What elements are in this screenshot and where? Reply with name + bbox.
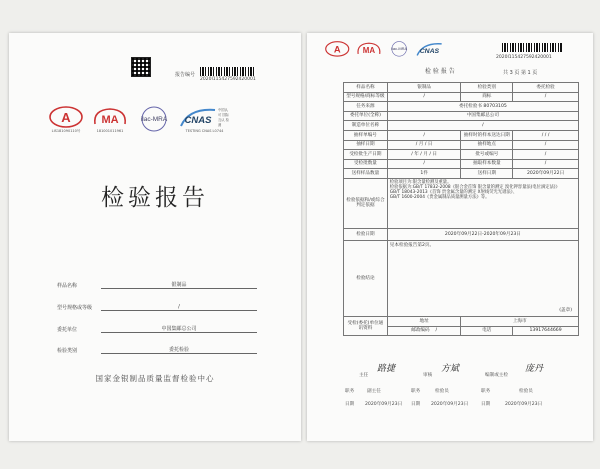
date-label-1: 日期: [345, 402, 355, 407]
table-row: 抽样日期 / 月 / 日 抽样地点 /: [344, 140, 579, 150]
cover-page: [9, 33, 301, 441]
cal-logo: A LIS181090110号: [49, 106, 83, 134]
sign-date-2: 2020年09月23日: [431, 402, 469, 407]
cma-logo-small: [355, 41, 382, 57]
report-title: 检验报告: [101, 185, 209, 211]
sign-header-reviewer: 审核: [423, 373, 433, 378]
page-info: 共 3 页 第 1 页: [503, 70, 538, 76]
table-row: 制造单位名称 /: [344, 121, 579, 131]
cover-report-no: 2020I115427592420001: [200, 77, 256, 82]
table-row: 抽样单编号 / 抽样时的样本送达日期 / / /: [344, 130, 579, 140]
table-row: 邮政编码 / 电话 13917644669: [344, 326, 579, 336]
field-client: 委托单位 中国集邮总公司: [57, 321, 257, 335]
report-table: [343, 82, 579, 336]
report-page: [307, 33, 593, 441]
svg-text:A: A: [61, 110, 71, 125]
field-inspection-type: 检验类别 委托检验: [57, 342, 257, 356]
svg-text:ilac-MRA: ilac-MRA: [140, 116, 168, 123]
signature-author: 庞丹: [525, 364, 544, 374]
duty-label-3: 职务: [481, 389, 491, 394]
svg-text:A: A: [333, 44, 341, 55]
table-row: 检验依据和/或综合判定依据 检验项目为:银含量检测及重量。 检验依据为:GB/T 17832-2008《银合金首饰 银含量的测定 溴化钾容量法(电位滴定法)》 GB/T 18043-2013《首饰 贵金属含量的测定 X射线荧光光谱法》、 GB/T 1600-2004《贵金属制品质量测量方法》等。: [344, 178, 579, 228]
table-row: 检验结论 见本检验报告第2页。 (盖章): [344, 240, 579, 316]
report-heading: 检 验 报 告: [425, 68, 455, 75]
cnas-logo: CNAS 中国认可 国际互认 检测 TESTING CNAS L0744: [179, 106, 230, 133]
table-row: 任务来源 委托检验书 80703105: [344, 102, 579, 112]
table-row: 型号规格/商标等级 / 商标 /: [344, 92, 579, 102]
field-sample-name: 样品名称 银制品: [57, 277, 257, 291]
table-row: 受检批数量 / 抽取样本数量 /: [344, 159, 579, 169]
accreditation-logos: [49, 106, 238, 134]
issuer-name: 国家金银制品质量监督检验中心: [95, 374, 215, 383]
svg-text:CNAS: CNAS: [419, 48, 440, 56]
svg-text:MA: MA: [101, 114, 119, 126]
date-label-3: 日期: [481, 402, 491, 407]
table-row: 检验日期 2020年09月22日-2020年09月23日: [344, 228, 579, 240]
cal-logo-small: [325, 41, 349, 57]
signature-reviewer: 方斌: [441, 364, 460, 374]
qr-code: [131, 57, 151, 77]
report-no: 2020I115427592420001: [496, 55, 552, 60]
barcode: [200, 67, 256, 76]
ilac-mra-logo: [137, 106, 171, 132]
ilac-mra-logo-small: [388, 41, 410, 57]
table-row: 委托单位(全称) 中国集邮总公司: [344, 111, 579, 121]
duty-reviewer: 检验员: [435, 389, 449, 394]
field-model: 型号规格或等级 /: [57, 299, 257, 313]
date-label-2: 日期: [411, 402, 421, 407]
sign-date-3: 2020年09月23日: [505, 402, 543, 407]
duty-label-1: 职务: [345, 389, 355, 394]
sign-header-director: 主任: [359, 373, 369, 378]
table-row: 送样样品数量 1件 送样日期 2020年09月22日: [344, 169, 579, 179]
report-no-label: 报告编号: [175, 72, 196, 78]
table-row: 样品名称 银制品 检验类别 委托检验: [344, 83, 579, 93]
table-row: 受检批生产日期 / 年 / 月 / 日 批号或编号 /: [344, 150, 579, 160]
svg-text:ilac-MRA: ilac-MRA: [391, 46, 408, 52]
table-row: 受检(委托)单位通讯资料 地址 上海市: [344, 316, 579, 326]
svg-text:CNAS: CNAS: [184, 115, 212, 126]
report-logos: [325, 41, 449, 57]
cnas-logo-small: [416, 41, 443, 57]
duty-author: 检验员: [519, 389, 533, 394]
sign-header-author: 编制或主检: [485, 373, 508, 378]
duty-label-2: 职务: [411, 389, 421, 394]
signature-director: 路捷: [377, 364, 396, 374]
report-barcode: [502, 43, 562, 52]
duty-director: 副主任: [367, 389, 381, 394]
svg-text:MA: MA: [362, 46, 376, 56]
cma-logo: MA 181001011961: [91, 106, 129, 133]
sign-date-1: 2020年09月23日: [365, 402, 403, 407]
